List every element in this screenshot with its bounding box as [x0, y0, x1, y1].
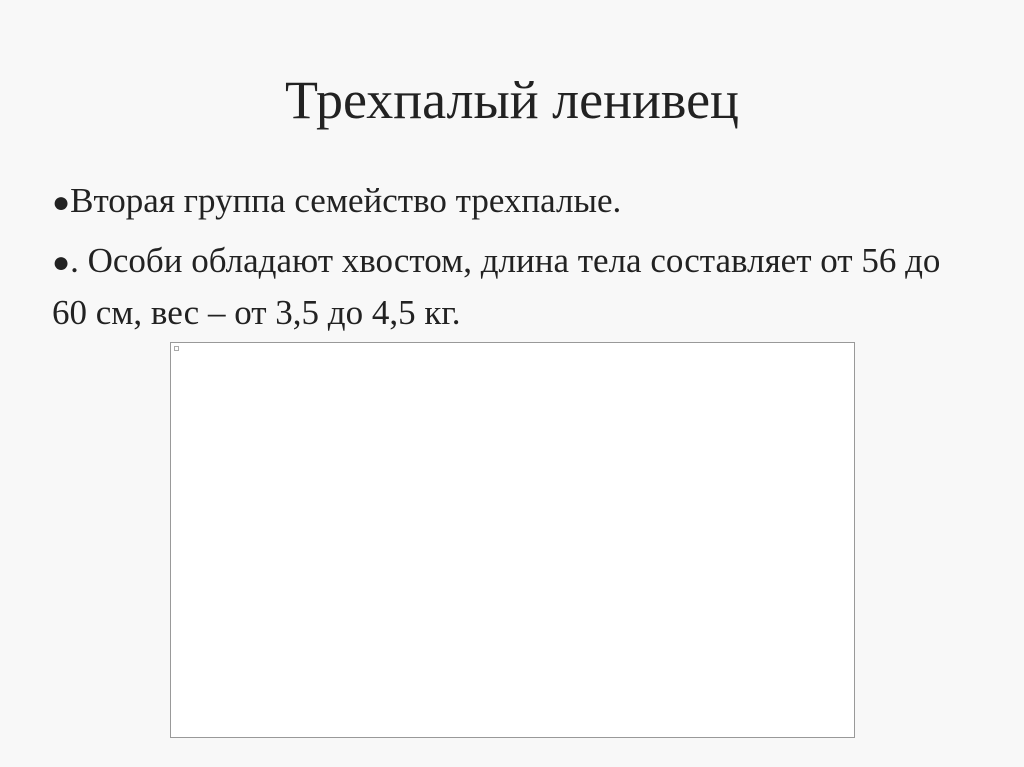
slide-title: Трехпалый ленивец [285, 70, 739, 130]
bullet-text: . Особи обладают хвостом, длина тела составляет от 56 до 60 см, вес – от 3,5 до 4,5 кг. [52, 241, 941, 332]
bullet-item-1 [52, 176, 972, 228]
image-placeholder [170, 342, 855, 738]
bullet-marker: ● [52, 186, 71, 219]
bullet-text: Вторая группа семейство трехпалые. [70, 181, 622, 220]
bullet-marker: ● [52, 246, 71, 279]
bullet-item-2 [52, 236, 972, 338]
broken-image-icon [174, 346, 179, 351]
bullet-list [52, 176, 972, 346]
